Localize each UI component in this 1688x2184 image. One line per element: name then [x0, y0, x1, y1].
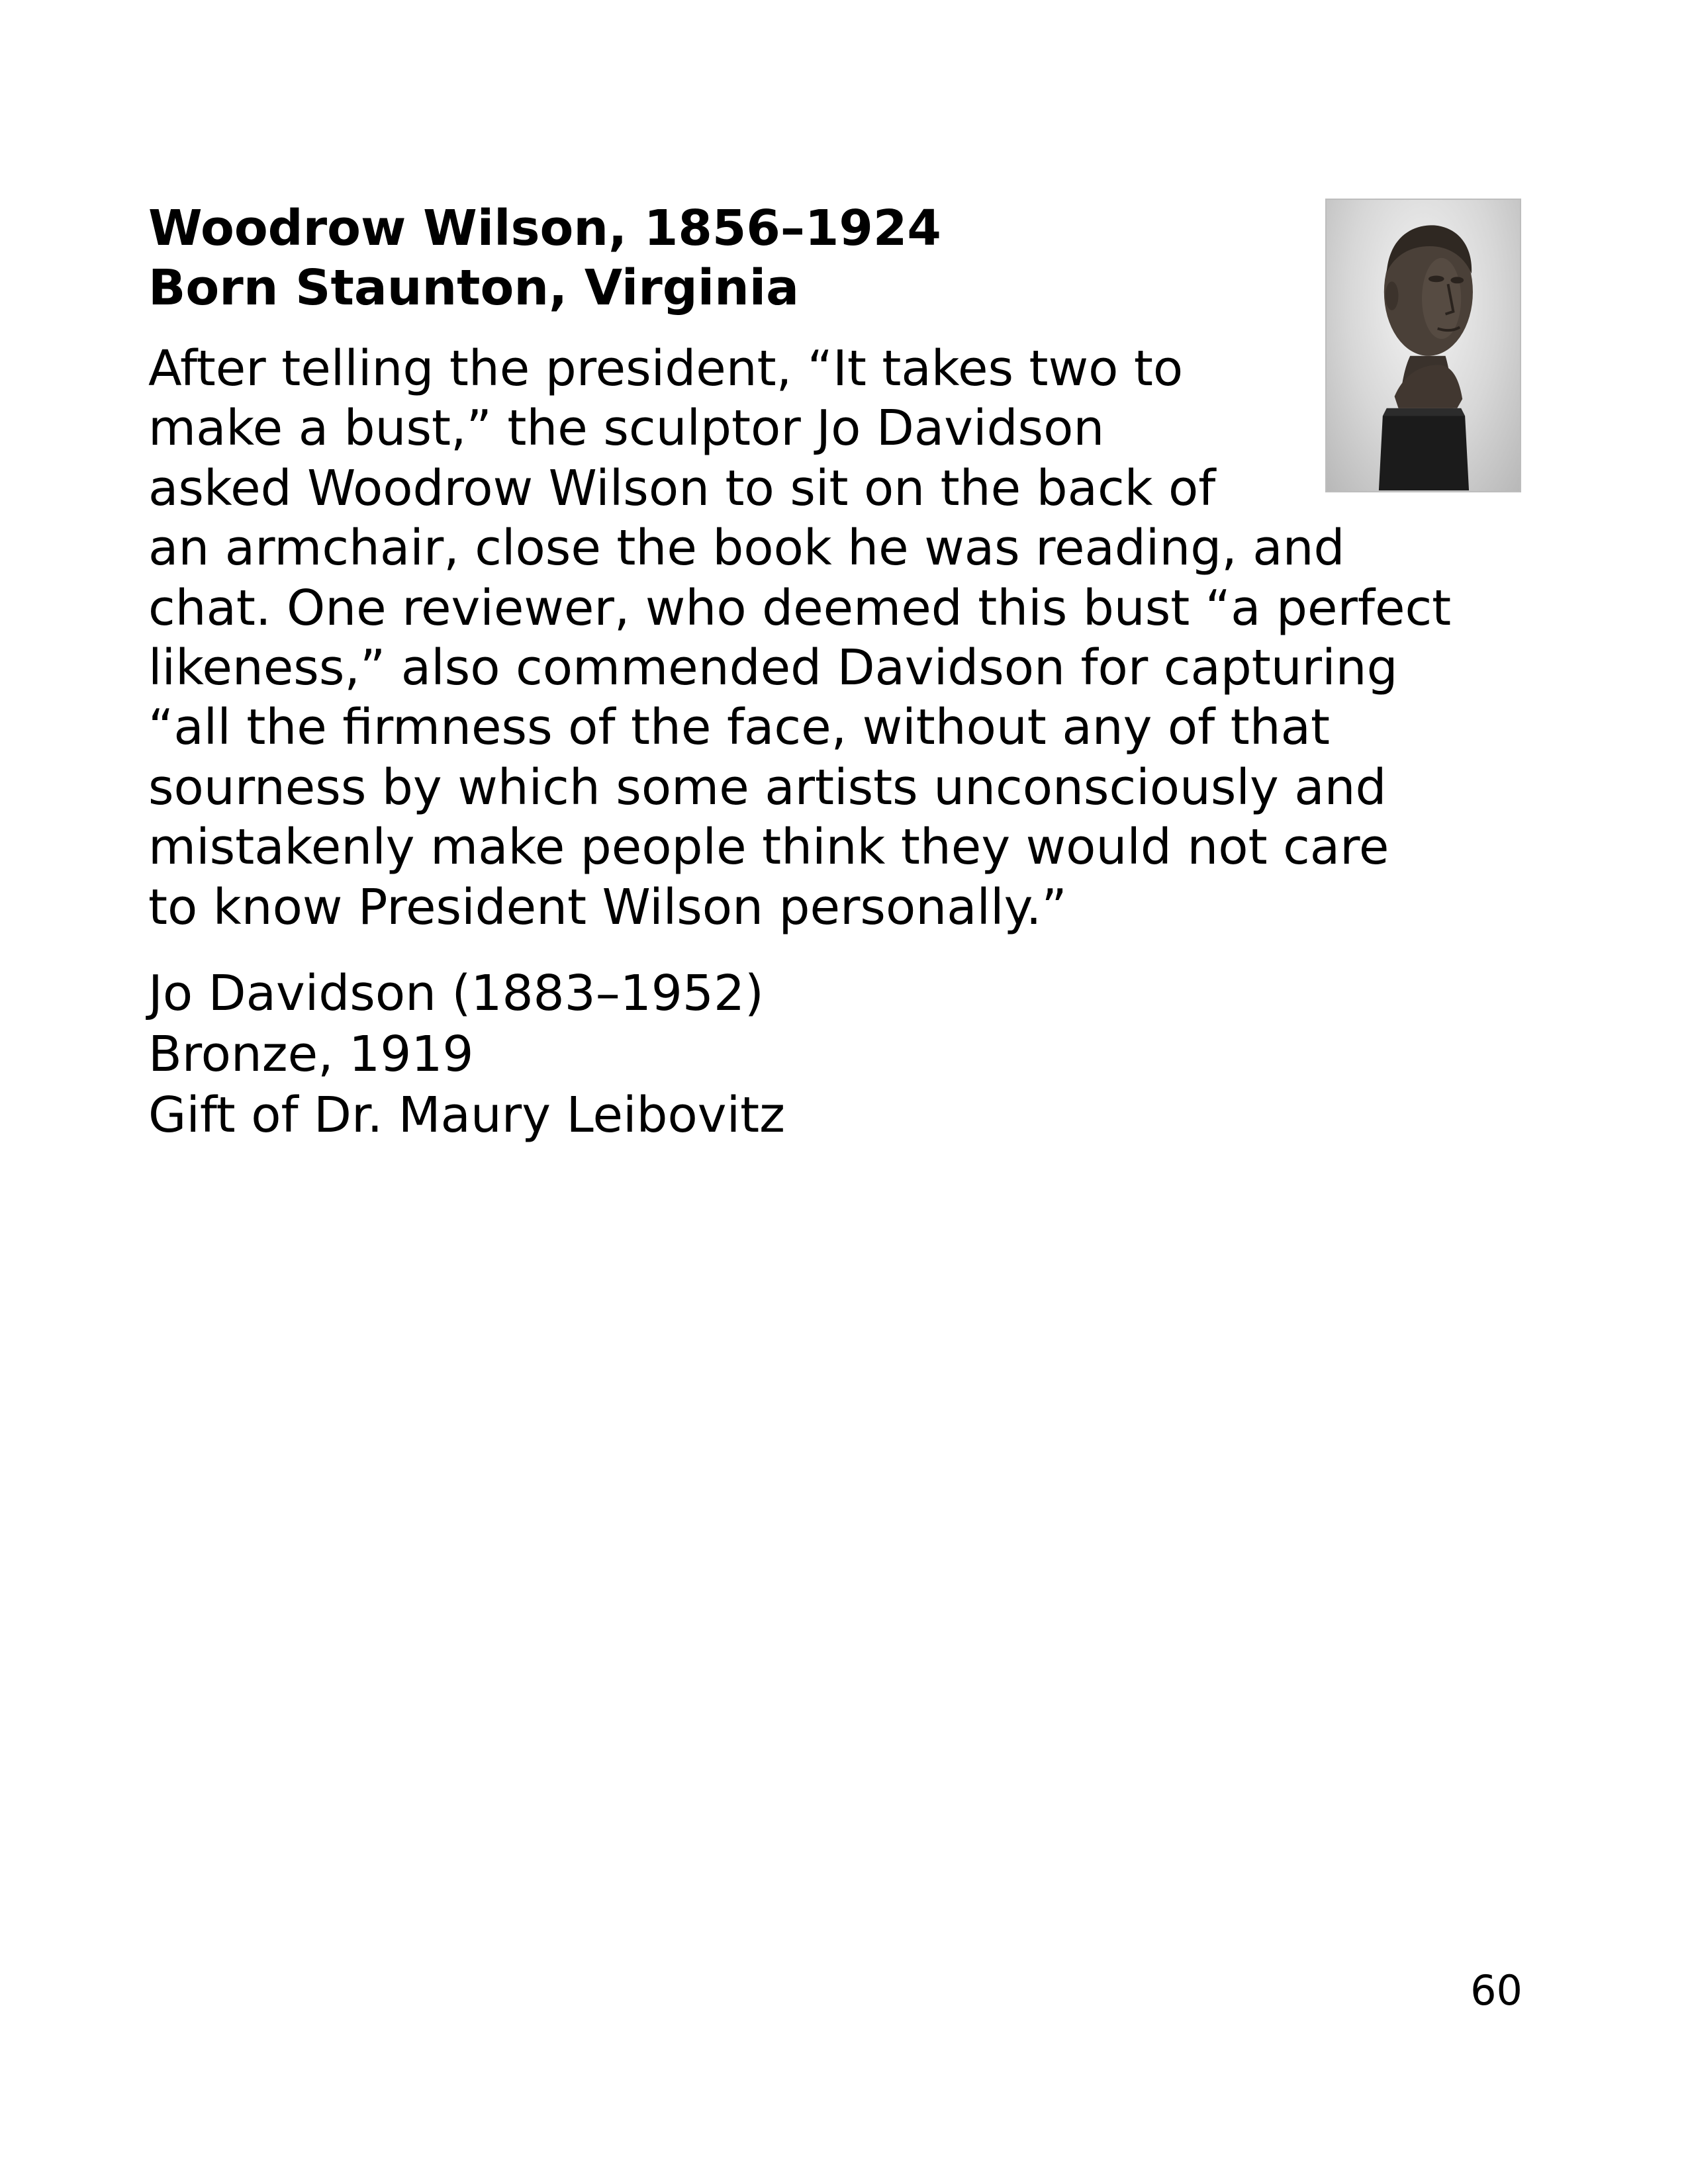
description-line: likeness,” also commended Davidson for capturing	[148, 639, 1398, 697]
description-line: asked Woodrow Wilson to sit on the back of	[148, 459, 1216, 517]
description-line: make a bust,” the sculptor Jo Davidson	[148, 400, 1105, 457]
description-line: an armchair, close the book he was reading, and	[148, 520, 1345, 577]
description-line: sourness by which some artists unconsciously and	[148, 758, 1387, 816]
page-number: 60	[1470, 1966, 1523, 2015]
credit-gift: Gift of Dr. Maury Leibovitz	[148, 1087, 785, 1144]
credit-medium: Bronze, 1919	[148, 1026, 474, 1083]
description-line: chat. One reviewer, who deemed this bust “a perfect	[148, 579, 1452, 637]
credit-artist: Jo Davidson (1883–1952)	[148, 965, 764, 1022]
description-line: After telling the president, “It takes two to	[148, 340, 1184, 397]
description-line: mistakenly make people think they would not care	[148, 819, 1389, 876]
description-line: to know President Wilson personally.”	[148, 878, 1067, 936]
heading-name-dates: Woodrow Wilson, 1856–1924	[148, 200, 941, 257]
description-line: “all the firmness of the face, without any of that	[148, 699, 1331, 756]
entry-heading	[148, 199, 1274, 318]
artwork-credits	[148, 963, 1207, 1146]
entry-description	[148, 339, 1538, 937]
heading-birthplace: Born Staunton, Virginia	[148, 259, 800, 316]
